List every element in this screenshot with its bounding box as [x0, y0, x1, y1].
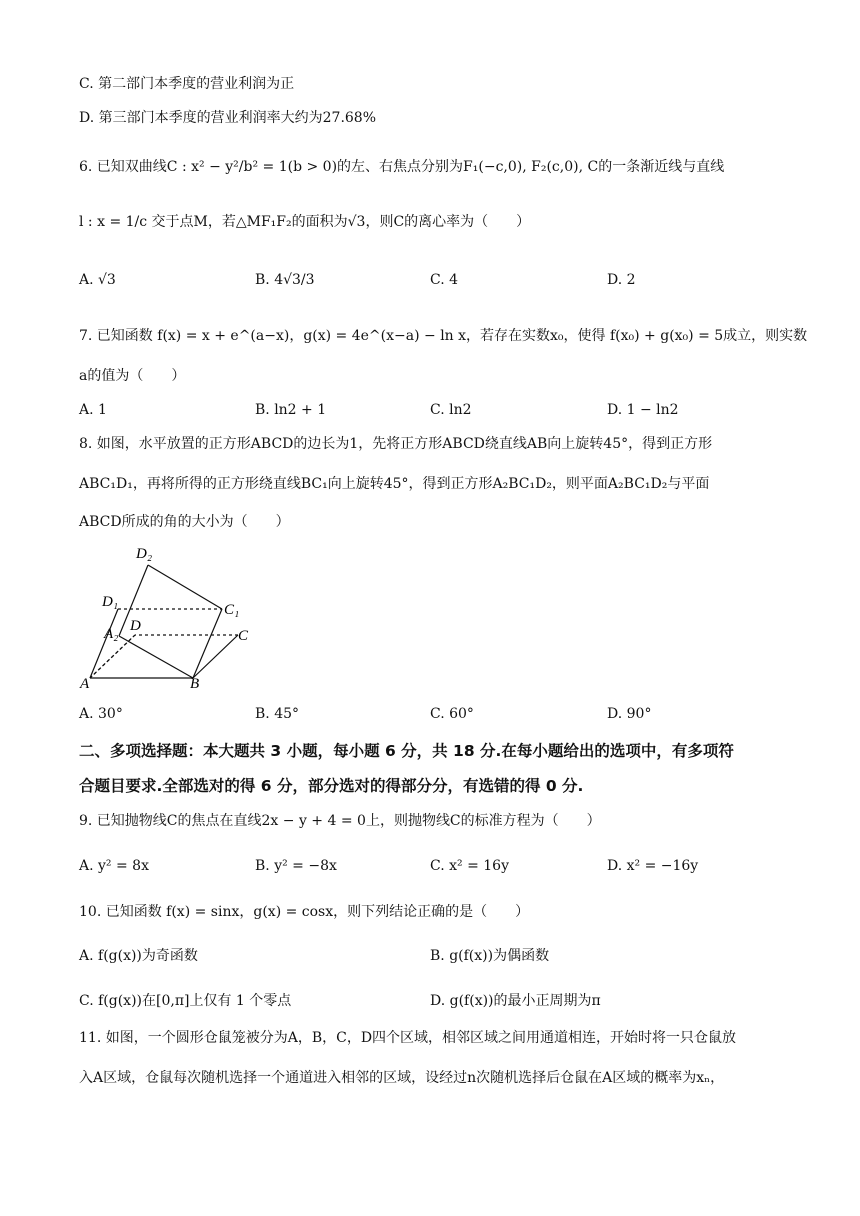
option-d-q5: D. 第三部门本季度的营业利润率大约为27.68% — [79, 110, 377, 126]
q10-option-b: B. g(f(x))为偶函数 — [430, 948, 550, 964]
q9-option-a: A. y² = 8x — [79, 858, 149, 874]
q8-option-c: C. 60° — [430, 706, 474, 722]
q6-option-a: A. √3 — [79, 272, 116, 288]
question-8-line3: ABCD所成的角的大小为（ ） — [79, 514, 290, 530]
section-2-heading-line2: 合题目要求.全部选对的得 6 分，部分选对的得部分分，有选错的得 0 分. — [79, 777, 584, 795]
rotated-squares-figure — [76, 540, 276, 690]
label-a: A — [80, 676, 90, 690]
q9-option-c: C. x² = 16y — [430, 858, 509, 874]
q10-option-d: D. g(f(x))的最小正周期为π — [430, 993, 601, 1009]
q7-option-b: B. ln2 + 1 — [255, 402, 327, 418]
question-11-line2: 入A区域，仓鼠每次随机选择一个通道进入相邻的区域，设经过n次随机选择后仓鼠在A区域的概率为xₙ， — [79, 1070, 725, 1086]
q10-option-a: A. f(g(x))为奇函数 — [79, 948, 198, 964]
section-2-heading-line1: 二、多项选择题：本大题共 3 小题，每小题 6 分，共 18 分.在每小题给出的选项中，有多项符 — [79, 742, 734, 760]
q9-option-b: B. y² = −8x — [255, 858, 337, 874]
question-11-line1: 11. 如图，一个圆形仓鼠笼被分为A，B，C，D四个区域，相邻区域之间用通道相连，开始时将一只仓鼠放 — [79, 1030, 737, 1046]
question-6-line2: l : x = 1/c 交于点M，若△MF₁F₂的面积为√3，则C的离心率为（ ） — [79, 214, 531, 230]
label-c: C — [238, 628, 249, 644]
q6-option-d: D. 2 — [607, 272, 636, 288]
q8-option-d: D. 90° — [607, 706, 652, 722]
question-10: 10. 已知函数 f(x) = sinx，g(x) = cosx，则下列结论正确的是（ ） — [79, 904, 530, 920]
option-c-q5: C. 第二部门本季度的营业利润为正 — [79, 76, 295, 92]
label-d2: D₂ — [136, 546, 153, 562]
label-c1: C₁ — [224, 602, 240, 618]
q6-option-b: B. 4√3/3 — [255, 272, 315, 288]
q8-option-a: A. 30° — [79, 706, 123, 722]
q10-option-c: C. f(g(x))在[0,π]上仅有 1 个零点 — [79, 993, 292, 1009]
question-8-line1: 8. 如图，水平放置的正方形ABCD的边长为1，先将正方形ABCD绕直线AB向上旋转45°，得到正方形 — [79, 436, 713, 452]
question-6-line1: 6. 已知双曲线C : x² − y²/b² = 1(b > 0)的左、右焦点分别为F₁(−c,0), F₂(c,0), C的一条渐近线与直线 — [79, 159, 725, 175]
q8-option-b: B. 45° — [255, 706, 300, 722]
label-a2: A₂ — [104, 626, 119, 642]
label-b: B — [190, 676, 200, 690]
q7-option-a: A. 1 — [79, 402, 107, 418]
label-d: D — [130, 618, 141, 634]
question-7-line1: 7. 已知函数 f(x) = x + e^(a−x)，g(x) = 4e^(x−a) − ln x，若存在实数x₀，使得 f(x₀) + g(x₀) = 5成立，则实数 — [79, 328, 808, 344]
q6-option-c: C. 4 — [430, 272, 459, 288]
q9-option-d: D. x² = −16y — [607, 858, 699, 874]
question-9: 9. 已知抛物线C的焦点在直线2x − y + 4 = 0上，则抛物线C的标准方程为（ ） — [79, 813, 601, 829]
question-7-line2: a的值为（ ） — [79, 368, 186, 384]
question-8-line2: ABC₁D₁，再将所得的正方形绕直线BC₁向上旋转45°，得到正方形A₂BC₁D₂，则平面A₂BC₁D₂与平面 — [79, 476, 710, 492]
q7-option-c: C. ln2 — [430, 402, 472, 418]
q7-option-d: D. 1 − ln2 — [607, 402, 679, 418]
label-d1: D₁ — [102, 594, 119, 610]
